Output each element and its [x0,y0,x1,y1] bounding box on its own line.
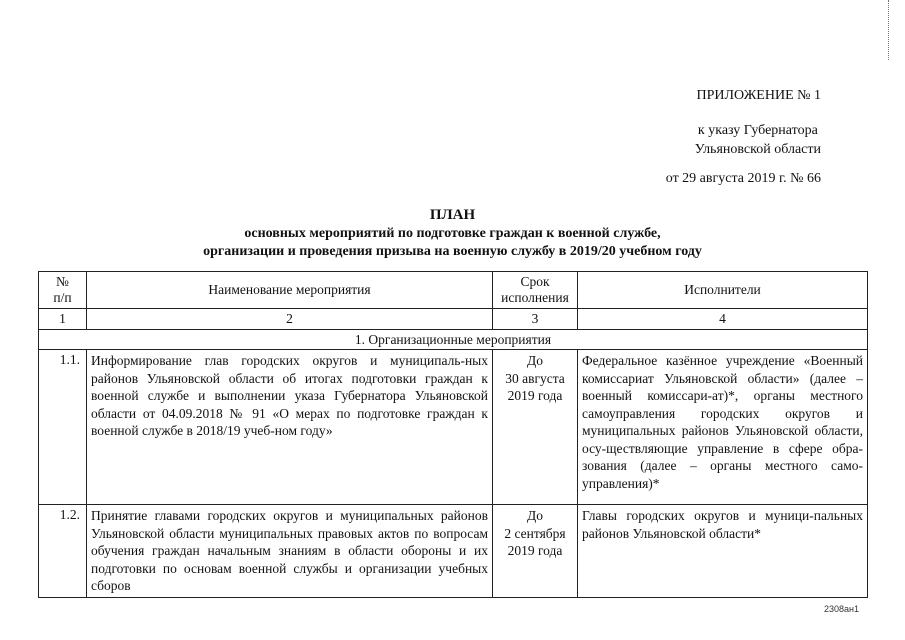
header-num-line1: № [56,274,69,289]
plan-title: ПЛАН [429,207,476,223]
header-due-line1: Срок [520,274,550,289]
plan-table [38,271,868,598]
attachment-title: ПРИЛОЖЕНИЕ № 1 [696,88,821,103]
scan-margin-mark [888,0,895,60]
row-due-line3: 2019 года [507,543,563,558]
row-due-line3: 2019 года [507,388,563,403]
table-row [39,350,868,505]
table-header-row [39,272,868,309]
section-row [39,330,868,350]
row-due [493,350,578,505]
header-name: Наименование мероприятия [87,272,493,309]
column-number-row [39,309,868,330]
header-due-line2: исполнения [501,290,569,305]
row-due [493,505,578,598]
row-activity: Принятие главами городских округов и муниципальных районов Ульяновской области муниципальных правовых актов по вопросам обучения граждан начальным знаниям в области обороны и их подготовки по основам военной службы и организации учебных сборов [87,505,493,598]
row-due-line1: До [527,353,543,368]
plan-subtitle-line2: организации и проведения призыва на военную службу в 2019/20 учебном году [203,244,702,259]
column-number: 3 [493,309,578,330]
header-due [493,272,578,309]
row-executors: Федеральное казённое учреждение «Военный комиссариат Ульяновской области» (далее – военный комиссари-ат)*, органы местного самоуправления городских округов и муниципальных районов Ульяновской области, осу-ществляющие управление в сфере обра-зования (далее – органы местного само-управления)* [578,350,868,505]
attachment-reference [695,121,821,159]
header-num [39,272,87,309]
attachment-date: от 29 августа 2019 г. № 66 [665,171,821,186]
row-due-line2: 30 августа [505,370,565,386]
row-due-line1: До [527,508,543,523]
table-row [39,505,868,598]
header-num-line2: п/п [53,290,72,305]
row-executors: Главы городских округов и муници-пальных районов Ульяновской области* [578,505,868,598]
attachment-to-line1: к указу Губернатора [697,123,818,138]
column-number: 4 [578,309,868,330]
row-due-line2: 2 сентября [504,525,566,541]
column-number: 1 [39,309,87,330]
attachment-to-line2: Ульяновской области [694,142,821,157]
plan-subtitle-line1: основных мероприятий по подготовке граждан к военной службе, [244,226,661,241]
header-executors: Исполнители [578,272,868,309]
row-activity: Информирование глав городских округов и муниципаль-ных районов Ульяновской области об итогах подготовки граждан к военной службе и выполнении указа Губернатора Ульяновской области от 04.09.2018 № 91 «О мерах по подготовке граждан к военной службе в 2018/19 учеб-ном году» [87,350,493,505]
column-number: 2 [87,309,493,330]
section-title: 1. Организационные мероприятия [39,330,868,350]
row-number: 1.2. [39,505,87,598]
document-code: 2308ан1 [823,604,859,614]
row-number: 1.1. [39,350,87,505]
